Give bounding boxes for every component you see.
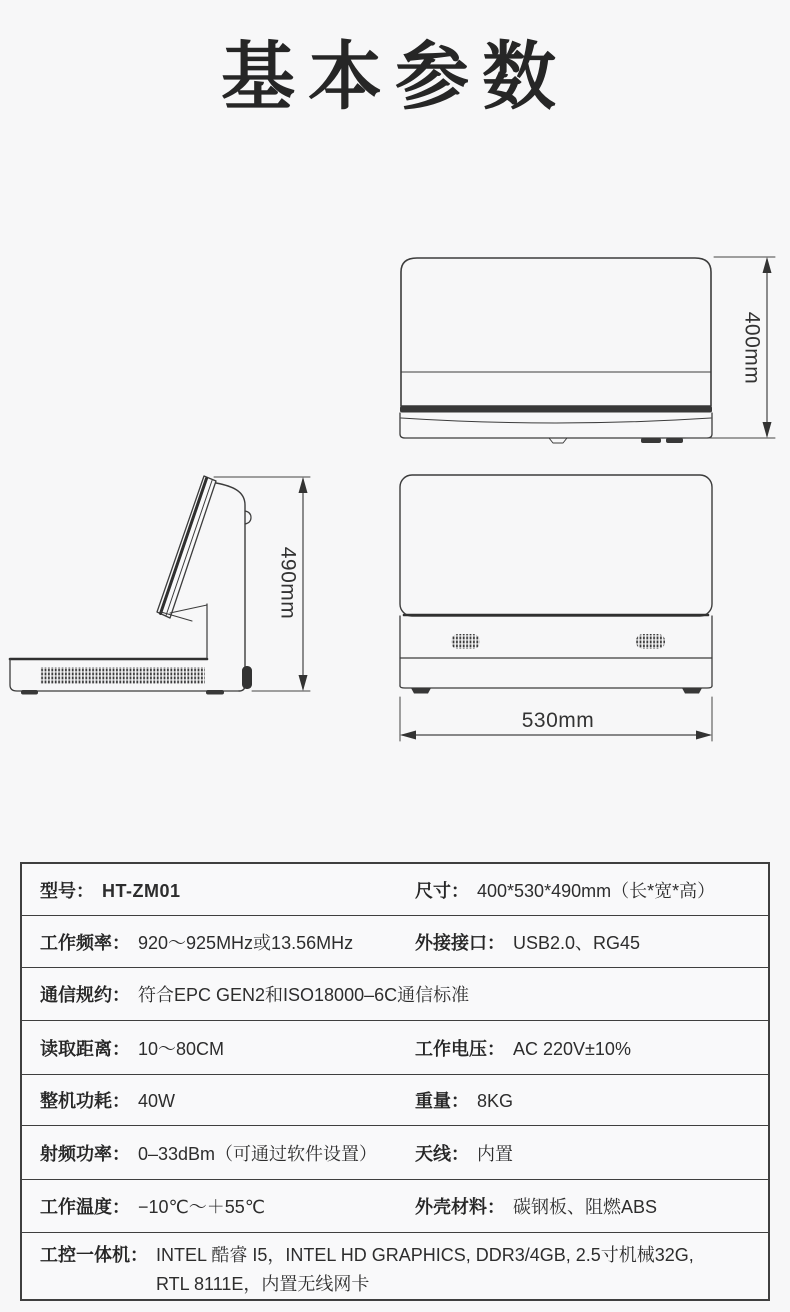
spec-label: 重量： <box>415 1091 469 1111</box>
spec-value: 920～925MHz或13.56MHz <box>138 932 354 953</box>
arrowhead-down <box>299 675 308 691</box>
base-curve <box>401 418 711 423</box>
spec-label: 型号： <box>40 880 94 901</box>
spec-value: AC 220V±10% <box>513 1038 631 1059</box>
speaker-grille-left <box>451 634 480 649</box>
side-view-dimension <box>214 477 310 691</box>
spec-cell-antenna <box>415 1140 768 1166</box>
table-row <box>22 1125 768 1179</box>
spec-cell-enclosure <box>415 1193 768 1219</box>
spec-value: 8KG <box>477 1091 514 1111</box>
spec-value-line: INTEL 酷睿 I5，INTEL HD GRAPHICS, DDR3/4GB, 2.5寸机械32G, <box>156 1245 694 1265</box>
spec-label: 工控一体机： <box>40 1245 148 1265</box>
spec-cell-protocol <box>40 981 768 1007</box>
table-row <box>22 1074 768 1125</box>
spec-value-line: RTL 8111E，内置无线网卡 <box>156 1274 370 1294</box>
spec-table <box>20 862 770 1301</box>
table-row <box>22 1232 768 1299</box>
speaker-grille-right <box>636 634 665 649</box>
arrowhead-up <box>299 477 308 493</box>
spec-cell-rf-power <box>40 1140 415 1166</box>
front-view-dimension <box>400 697 712 741</box>
spec-label: 尺寸： <box>415 880 469 901</box>
spec-cell-read-range <box>40 1035 415 1061</box>
spec-cell-power-consumption <box>40 1087 415 1113</box>
spec-label: 射频功率： <box>40 1143 130 1164</box>
spec-cell-industrial-pc <box>40 1241 768 1299</box>
foot <box>666 438 683 443</box>
spec-cell-interfaces <box>415 929 768 955</box>
top-view-dim-label: 400mm <box>740 311 764 385</box>
spec-value: HT-ZM01 <box>102 880 181 901</box>
spec-label: 外壳材料： <box>415 1197 505 1217</box>
foot <box>682 688 702 694</box>
spec-value: USB2.0、RG45 <box>513 932 641 953</box>
screen-outline <box>400 475 712 616</box>
rear-foot <box>242 666 252 689</box>
spec-cell-dimensions <box>415 877 768 903</box>
spec-label: 工作频率： <box>40 932 130 953</box>
spec-cell-voltage <box>415 1035 768 1061</box>
spec-label: 工作电压： <box>415 1038 505 1059</box>
front-view-drawing <box>400 475 712 694</box>
spec-value: 碳钢板、阻燃ABS <box>513 1197 658 1217</box>
spec-value: 10～80CM <box>138 1038 225 1059</box>
spec-value: 40W <box>138 1091 176 1111</box>
top-view-drawing <box>400 258 712 443</box>
spec-value: 0–33dBm（可通过软件设置） <box>138 1143 378 1164</box>
foot <box>641 438 661 443</box>
foot <box>206 690 224 695</box>
arrowhead-left <box>400 731 416 740</box>
page-title: 基本参数 <box>221 35 569 118</box>
spec-cell-frequency <box>40 929 415 955</box>
side-view-dim-label: 490mm <box>276 546 300 620</box>
stand-outline <box>216 483 245 691</box>
spec-value <box>156 1241 694 1299</box>
screen-face-line <box>166 481 212 616</box>
spec-cell-temperature <box>40 1193 415 1219</box>
screen-edge-dark <box>161 479 207 614</box>
table-row <box>22 864 768 915</box>
dark-trim-band <box>400 406 712 413</box>
spec-value: −10℃～＋55℃ <box>138 1197 265 1217</box>
arrowhead-up <box>763 257 772 273</box>
latch-notch <box>549 438 567 443</box>
foot <box>21 690 38 695</box>
table-row <box>22 1020 768 1074</box>
spec-cell-model <box>40 877 415 903</box>
table-row <box>22 915 768 967</box>
spec-value: 400*530*490mm（长*宽*高） <box>477 880 716 901</box>
spec-label: 读取距离： <box>40 1038 130 1059</box>
table-row <box>22 967 768 1020</box>
spec-label: 通信规约： <box>40 985 130 1005</box>
side-view-drawing <box>10 476 252 695</box>
spec-cell-weight <box>415 1087 768 1113</box>
vent-grille <box>40 667 205 684</box>
spec-label: 天线： <box>415 1143 469 1164</box>
spec-value: 符合EPC GEN2和ISO18000–6C通信标准 <box>138 985 470 1005</box>
arrowhead-down <box>763 422 772 438</box>
spec-label: 整机功耗： <box>40 1091 130 1111</box>
arrowhead-right <box>696 731 712 740</box>
device-body-outline <box>401 258 711 406</box>
spec-label: 外接接口： <box>415 932 505 953</box>
spec-label: 工作温度： <box>40 1197 130 1217</box>
hinge-knob <box>245 511 251 524</box>
base-outline <box>400 413 712 438</box>
foot <box>411 688 431 694</box>
spec-value: 内置 <box>477 1143 513 1164</box>
base-bottom-edge <box>400 686 712 688</box>
front-view-dim-label: 530mm <box>521 709 595 732</box>
table-row <box>22 1179 768 1232</box>
neck-bracket <box>170 605 207 613</box>
